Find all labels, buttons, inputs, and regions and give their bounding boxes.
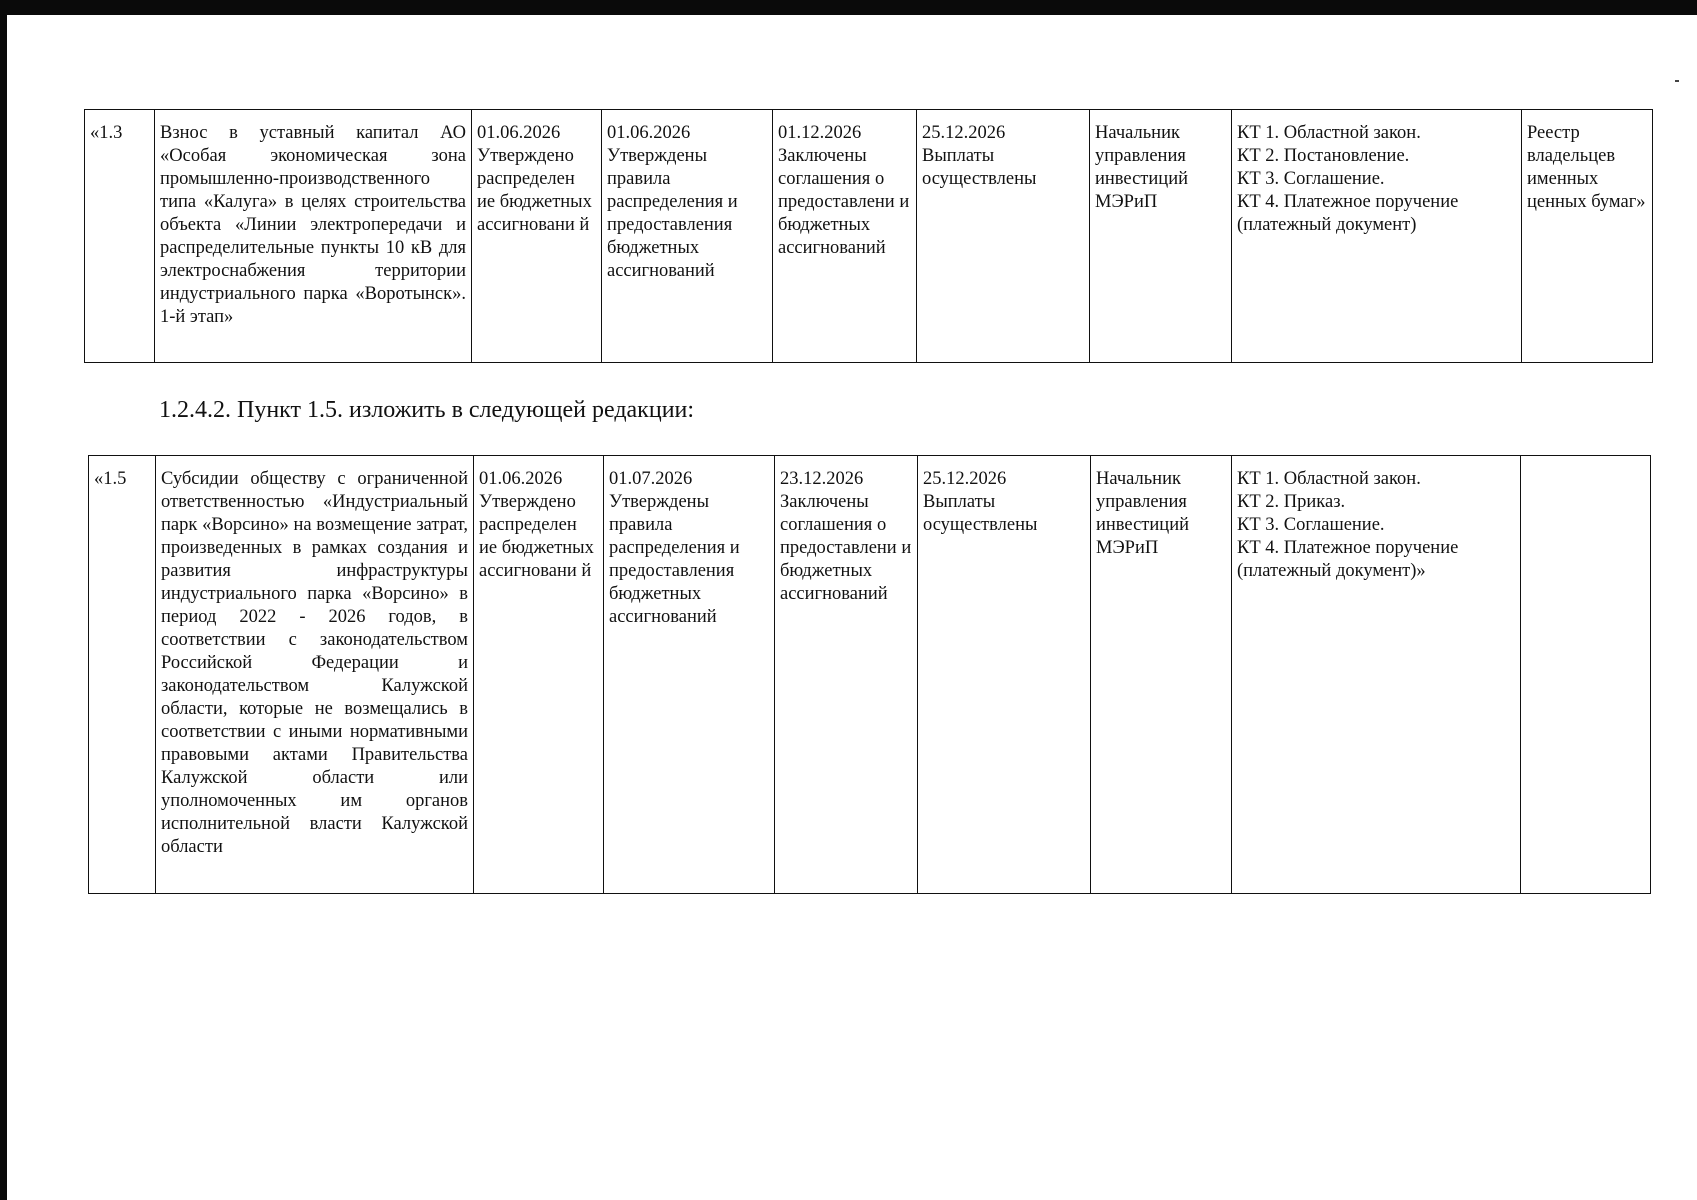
table-row bbox=[89, 456, 1651, 894]
control-point-item: КТ 2. Приказ. bbox=[1237, 492, 1346, 512]
section-heading: 1.2.4.2. Пункт 1.5. изложить в следующей редакции: bbox=[159, 397, 695, 423]
item-number: «1.3 bbox=[85, 110, 155, 363]
item-description: Субсидии обществу с ограниченной ответственностью «Индустриальный парк «Ворсино» на возмещение затрат, произведенных в рамках создания и развития инфраструктуры индустриального парка «Ворсино» в период 2022 - 2026 годов, в соответствии с законодательством Российской Федерации и законодательством Калужской области, которые не возмещались в соответствии с иными нормативными правовыми актами Правительства Калужской области или уполномоченных им органов исполнительной власти Калужской области bbox=[156, 456, 474, 894]
checkpoint-2-date: 01.07.2026 bbox=[609, 469, 693, 489]
checkpoint-2-date: 01.06.2026 bbox=[607, 123, 691, 143]
checkpoint-4-event: Выплаты осуществлены bbox=[922, 146, 1037, 189]
control-point-item: КТ 3. Соглашение. bbox=[1237, 515, 1385, 535]
scan-mark bbox=[1675, 80, 1679, 82]
checkpoint-2-cell bbox=[604, 456, 775, 894]
checkpoint-2-event: Утверждены правила распределения и предоставления бюджетных ассигнований bbox=[609, 492, 740, 627]
checkpoint-3-event: Заключены соглашения о предоставлени и бюджетных ассигнований bbox=[778, 146, 910, 258]
checkpoint-4-event: Выплаты осуществлены bbox=[923, 492, 1038, 535]
control-point-item: КТ 1. Областной закон. bbox=[1237, 469, 1421, 489]
responsible-person: Начальник управления инвестиций МЭРиП bbox=[1090, 110, 1232, 363]
scan-left-border bbox=[0, 0, 7, 1200]
control-points-cell bbox=[1232, 456, 1521, 894]
table-item-1-3 bbox=[84, 109, 1653, 363]
checkpoint-4-date: 25.12.2026 bbox=[923, 469, 1007, 489]
checkpoint-1-date: 01.06.2026 bbox=[477, 123, 561, 143]
checkpoint-2-cell bbox=[602, 110, 773, 363]
document-type: Реестр владельцев именных ценных бумаг» bbox=[1522, 110, 1653, 363]
checkpoint-3-cell bbox=[773, 110, 917, 363]
checkpoint-1-cell bbox=[474, 456, 604, 894]
table-item-1-5 bbox=[88, 455, 1651, 894]
table-row bbox=[85, 110, 1653, 363]
checkpoint-3-date: 01.12.2026 bbox=[778, 123, 862, 143]
checkpoint-1-event: Утверждено распределен ие бюджетных ассигновани й bbox=[479, 492, 594, 581]
control-point-item: КТ 3. Соглашение. bbox=[1237, 169, 1385, 189]
checkpoint-4-cell bbox=[918, 456, 1091, 894]
control-points-cell bbox=[1232, 110, 1522, 363]
checkpoint-3-event: Заключены соглашения о предоставлени и бюджетных ассигнований bbox=[780, 492, 912, 604]
item-description: Взнос в уставный капитал АО «Особая экономическая зона промышленно-производственного типа «Калуга» в целях строительства объекта «Линии электропередачи и распределительные пункты 10 кВ для электроснабжения территории индустриального парка «Воротынск». 1-й этап» bbox=[155, 110, 472, 363]
checkpoint-4-date: 25.12.2026 bbox=[922, 123, 1006, 143]
checkpoint-1-cell bbox=[472, 110, 602, 363]
control-point-item: КТ 2. Постановление. bbox=[1237, 146, 1410, 166]
scan-top-border bbox=[0, 0, 1697, 15]
responsible-person: Начальник управления инвестиций МЭРиП bbox=[1091, 456, 1232, 894]
checkpoint-3-date: 23.12.2026 bbox=[780, 469, 864, 489]
checkpoint-4-cell bbox=[917, 110, 1090, 363]
checkpoint-1-date: 01.06.2026 bbox=[479, 469, 563, 489]
checkpoint-1-event: Утверждено распределен ие бюджетных ассигновани й bbox=[477, 146, 592, 235]
control-point-item: КТ 4. Платежное поручение (платежный документ)» bbox=[1237, 538, 1459, 581]
item-number: «1.5 bbox=[89, 456, 156, 894]
document-type bbox=[1521, 456, 1651, 894]
control-point-item: КТ 1. Областной закон. bbox=[1237, 123, 1421, 143]
control-point-item: КТ 4. Платежное поручение (платежный документ) bbox=[1237, 192, 1459, 235]
checkpoint-2-event: Утверждены правила распределения и предоставления бюджетных ассигнований bbox=[607, 146, 738, 281]
checkpoint-3-cell bbox=[775, 456, 918, 894]
